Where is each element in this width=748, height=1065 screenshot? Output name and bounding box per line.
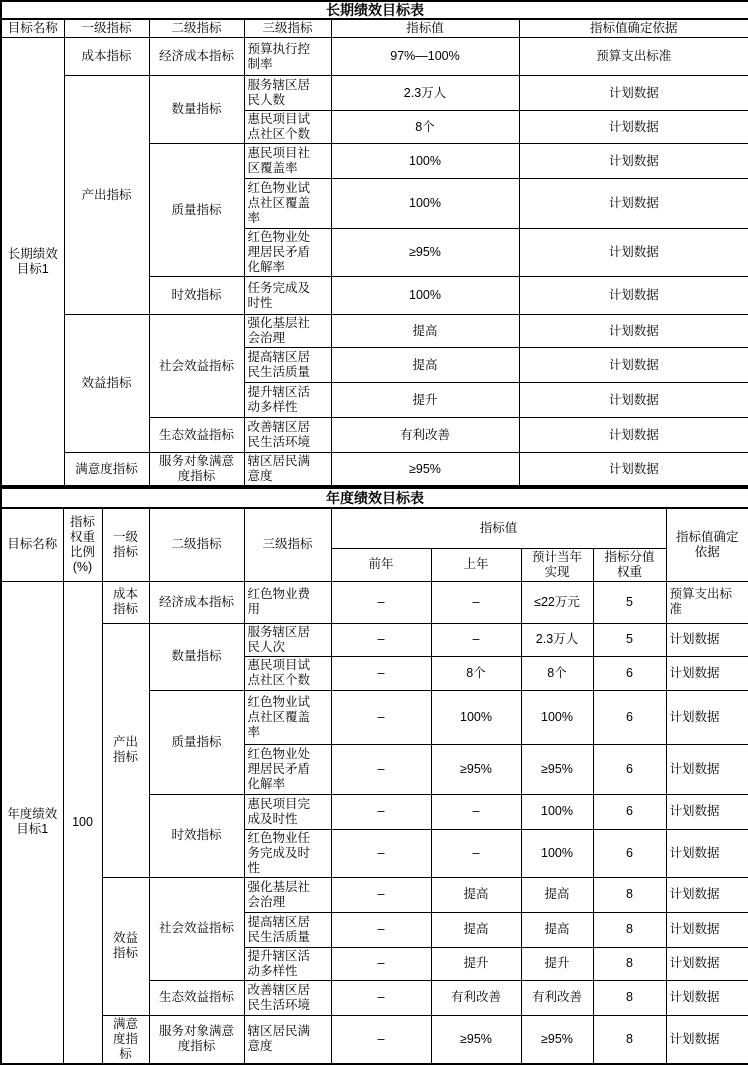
- l2-cell: 服务对象满意度指标: [149, 1015, 244, 1064]
- basis-cell: 计划数据: [666, 744, 748, 794]
- l3-cell: 红色物业处理居民矛盾化解率: [244, 229, 331, 277]
- expected-current-cell: 提高: [521, 877, 593, 912]
- score-weight-cell: 8: [593, 912, 666, 947]
- last-year-cell: –: [431, 829, 521, 877]
- value-cell: 有利改善: [331, 418, 519, 453]
- l3-cell: 惠民项目社区覆盖率: [244, 144, 331, 179]
- basis-cell: 计划数据: [519, 383, 748, 418]
- header-level2-indicator: 二级指标: [149, 19, 244, 38]
- expected-current-cell: 8个: [521, 656, 593, 690]
- expected-current-cell: 有利改善: [521, 980, 593, 1015]
- value-cell: ≥95%: [331, 229, 519, 277]
- last-year-cell: ≥95%: [431, 744, 521, 794]
- basis-cell: 计划数据: [519, 277, 748, 315]
- last-year-cell: 提高: [431, 912, 521, 947]
- l3-cell: 提高辖区居民生活质量: [244, 348, 331, 383]
- expected-current-cell: 提高: [521, 912, 593, 947]
- basis-cell: 计划数据: [666, 947, 748, 980]
- year-before-last-cell: –: [331, 656, 431, 690]
- l2-cell: 社会效益指标: [149, 877, 244, 980]
- score-weight-cell: 8: [593, 947, 666, 980]
- year-before-last-cell: –: [331, 623, 431, 656]
- score-weight-cell: 6: [593, 744, 666, 794]
- l1-cell: 效益指标: [64, 315, 149, 453]
- year-before-last-cell: –: [331, 980, 431, 1015]
- l2-cell: 生态效益指标: [149, 980, 244, 1015]
- table-row: [1, 581, 748, 623]
- l3-cell: 红色物业试点社区覆盖率: [244, 690, 331, 744]
- score-weight-cell: 8: [593, 980, 666, 1015]
- l3-cell: 惠民项目试点社区个数: [244, 111, 331, 144]
- basis-cell: 计划数据: [519, 453, 748, 487]
- l3-cell: 红色物业费用: [244, 581, 331, 623]
- score-weight-cell: 6: [593, 829, 666, 877]
- header-level3-indicator: 三级指标: [244, 508, 331, 581]
- table-row: [1, 76, 748, 111]
- basis-cell: 计划数据: [666, 829, 748, 877]
- last-year-cell: 提高: [431, 877, 521, 912]
- year-before-last-cell: –: [331, 581, 431, 623]
- value-cell: 2.3万人: [331, 76, 519, 111]
- l1-cell: 满意度指标: [102, 1015, 149, 1064]
- l3-cell: 强化基层社会治理: [244, 315, 331, 348]
- expected-current-cell: ≥95%: [521, 744, 593, 794]
- last-year-cell: 100%: [431, 690, 521, 744]
- last-year-cell: –: [431, 581, 521, 623]
- score-weight-cell: 6: [593, 794, 666, 829]
- year-before-last-cell: –: [331, 1015, 431, 1064]
- header-expected-current-year: 预计当年实现: [521, 548, 593, 581]
- expected-current-cell: 提升: [521, 947, 593, 980]
- basis-cell: 计划数据: [666, 794, 748, 829]
- basis-cell: 计划数据: [666, 912, 748, 947]
- year-before-last-cell: –: [331, 829, 431, 877]
- goal-name-cell: 年度绩效目标1: [1, 581, 63, 1064]
- l2-cell: 服务对象满意度指标: [149, 453, 244, 487]
- value-cell: 提高: [331, 315, 519, 348]
- l3-cell: 服务辖区居民人次: [244, 623, 331, 656]
- expected-current-cell: 2.3万人: [521, 623, 593, 656]
- l2-cell: 经济成本指标: [149, 581, 244, 623]
- last-year-cell: –: [431, 623, 521, 656]
- year-before-last-cell: –: [331, 794, 431, 829]
- header-year-before-last: 前年: [331, 548, 431, 581]
- l2-cell: 社会效益指标: [149, 315, 244, 418]
- l3-cell: 改善辖区居民生活环境: [244, 980, 331, 1015]
- header-level1-indicator: 一级指标: [102, 508, 149, 581]
- l3-cell: 惠民项目完成及时性: [244, 794, 331, 829]
- l3-cell: 强化基层社会治理: [244, 877, 331, 912]
- basis-cell: 计划数据: [519, 144, 748, 179]
- expected-current-cell: 100%: [521, 829, 593, 877]
- l3-cell: 辖区居民满意度: [244, 1015, 331, 1064]
- value-cell: 100%: [331, 277, 519, 315]
- value-cell: 8个: [331, 111, 519, 144]
- weight-cell: 100: [63, 581, 102, 1064]
- l3-cell: 服务辖区居民人数: [244, 76, 331, 111]
- score-weight-cell: 6: [593, 656, 666, 690]
- l3-cell: 红色物业试点社区覆盖率: [244, 179, 331, 229]
- table-row: [1, 877, 748, 912]
- annual-target-table: [0, 487, 748, 1065]
- basis-cell: 计划数据: [519, 348, 748, 383]
- header-value-basis: 指标值确定依据: [519, 19, 748, 38]
- l2-cell: 时效指标: [149, 277, 244, 315]
- l1-cell: 成本指标: [64, 38, 149, 76]
- long-term-table-title: 长期绩效目标表: [1, 1, 748, 19]
- header-level2-indicator: 二级指标: [149, 508, 244, 581]
- header-level1-indicator: 一级指标: [64, 19, 149, 38]
- year-before-last-cell: –: [331, 690, 431, 744]
- l3-cell: 预算执行控制率: [244, 38, 331, 76]
- long-term-header-row: [1, 19, 748, 38]
- table-row: [1, 38, 748, 76]
- l3-cell: 提高辖区居民生活质量: [244, 912, 331, 947]
- value-cell: ≥95%: [331, 453, 519, 487]
- header-goal-name: 目标名称: [1, 508, 63, 581]
- basis-cell: 计划数据: [519, 179, 748, 229]
- table-row: [1, 315, 748, 348]
- l1-cell: 产出指标: [102, 623, 149, 877]
- basis-cell: 预算支出标准: [519, 38, 748, 76]
- header-level3-indicator: 三级指标: [244, 19, 331, 38]
- l3-cell: 任务完成及时性: [244, 277, 331, 315]
- table-row: [1, 623, 748, 656]
- header-goal-name: 目标名称: [1, 19, 64, 38]
- expected-current-cell: ≤22万元: [521, 581, 593, 623]
- basis-cell: 计划数据: [519, 111, 748, 144]
- year-before-last-cell: –: [331, 744, 431, 794]
- basis-cell: 计划数据: [666, 877, 748, 912]
- year-before-last-cell: –: [331, 912, 431, 947]
- last-year-cell: ≥95%: [431, 1015, 521, 1064]
- header-last-year: 上年: [431, 548, 521, 581]
- l3-cell: 改善辖区居民生活环境: [244, 418, 331, 453]
- value-cell: 97%—100%: [331, 38, 519, 76]
- l2-cell: 数量指标: [149, 623, 244, 690]
- header-score-weight: 指标分值权重: [593, 548, 666, 581]
- basis-cell: 计划数据: [519, 315, 748, 348]
- header-weight-ratio: 指标权重比例(%): [63, 508, 102, 581]
- value-cell: 提高: [331, 348, 519, 383]
- annual-header-row-1: [1, 508, 748, 548]
- l1-cell: 效益指标: [102, 877, 149, 1015]
- expected-current-cell: 100%: [521, 794, 593, 829]
- basis-cell: 计划数据: [666, 980, 748, 1015]
- goal-name-cell: 长期绩效目标1: [1, 38, 64, 487]
- table-row: [1, 1015, 748, 1064]
- long-term-target-table: [0, 0, 748, 487]
- basis-cell: 计划数据: [666, 1015, 748, 1064]
- score-weight-cell: 8: [593, 1015, 666, 1064]
- last-year-cell: 提升: [431, 947, 521, 980]
- score-weight-cell: 5: [593, 581, 666, 623]
- l2-cell: 经济成本指标: [149, 38, 244, 76]
- l3-cell: 辖区居民满意度: [244, 453, 331, 487]
- last-year-cell: 有利改善: [431, 980, 521, 1015]
- header-value-basis: 指标值确定依据: [666, 508, 748, 581]
- score-weight-cell: 6: [593, 690, 666, 744]
- l3-cell: 红色物业处理居民矛盾化解率: [244, 744, 331, 794]
- score-weight-cell: 8: [593, 877, 666, 912]
- l1-cell: 成本指标: [102, 581, 149, 623]
- basis-cell: 计划数据: [666, 623, 748, 656]
- l2-cell: 质量指标: [149, 144, 244, 277]
- l2-cell: 数量指标: [149, 76, 244, 144]
- annual-table-title: 年度绩效目标表: [1, 488, 748, 508]
- header-indicator-value: 指标值: [331, 19, 519, 38]
- l3-cell: 惠民项目试点社区个数: [244, 656, 331, 690]
- score-weight-cell: 5: [593, 623, 666, 656]
- value-cell: 100%: [331, 144, 519, 179]
- basis-cell: 计划数据: [519, 418, 748, 453]
- l2-cell: 时效指标: [149, 794, 244, 877]
- last-year-cell: –: [431, 794, 521, 829]
- l3-cell: 提升辖区活动多样性: [244, 947, 331, 980]
- basis-cell: 计划数据: [666, 690, 748, 744]
- year-before-last-cell: –: [331, 877, 431, 912]
- expected-current-cell: ≥95%: [521, 1015, 593, 1064]
- basis-cell: 计划数据: [666, 656, 748, 690]
- value-cell: 提升: [331, 383, 519, 418]
- l3-cell: 提升辖区活动多样性: [244, 383, 331, 418]
- year-before-last-cell: –: [331, 947, 431, 980]
- l3-cell: 红色物业任务完成及时性: [244, 829, 331, 877]
- l2-cell: 质量指标: [149, 690, 244, 794]
- header-indicator-value-group: 指标值: [331, 508, 666, 548]
- value-cell: 100%: [331, 179, 519, 229]
- last-year-cell: 8个: [431, 656, 521, 690]
- expected-current-cell: 100%: [521, 690, 593, 744]
- basis-cell: 计划数据: [519, 229, 748, 277]
- l1-cell: 满意度指标: [64, 453, 149, 487]
- basis-cell: 计划数据: [519, 76, 748, 111]
- table-row: [1, 453, 748, 487]
- l2-cell: 生态效益指标: [149, 418, 244, 453]
- basis-cell: 预算支出标准: [666, 581, 748, 623]
- l1-cell: 产出指标: [64, 76, 149, 315]
